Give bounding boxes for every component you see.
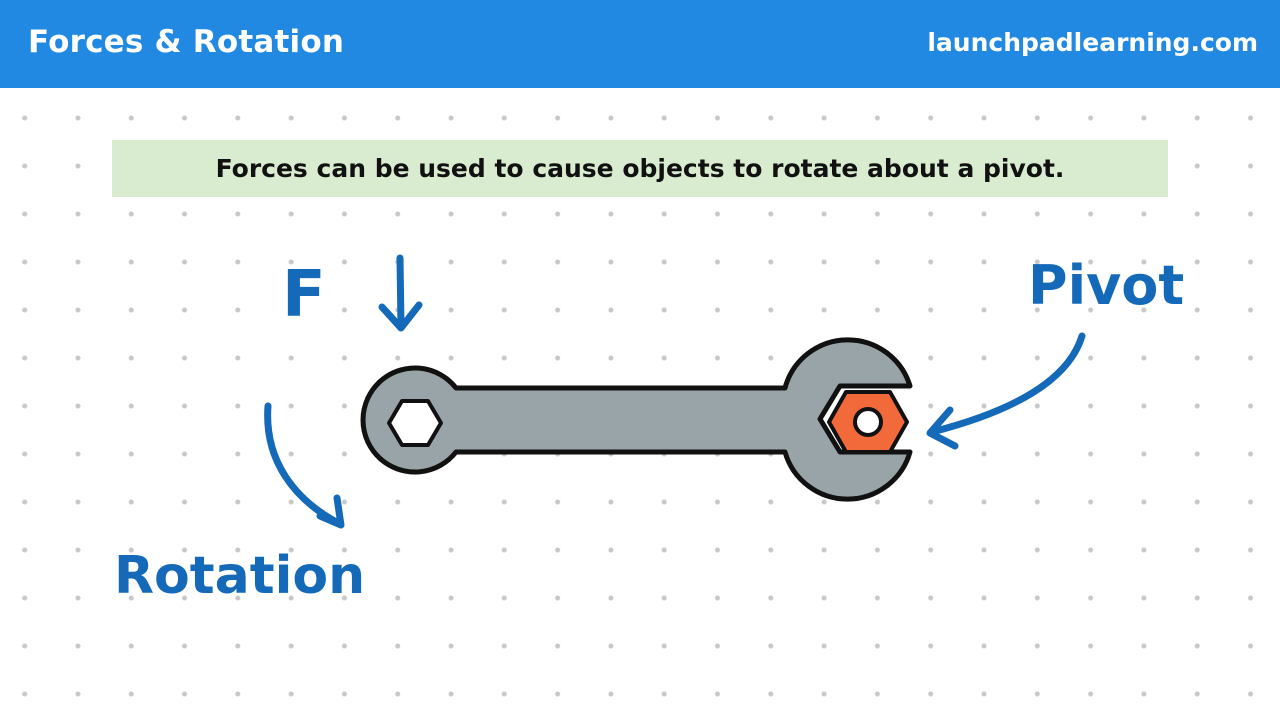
nut-hole bbox=[855, 409, 881, 435]
wrench bbox=[363, 340, 910, 499]
page-title: Forces & Rotation bbox=[28, 24, 345, 60]
pivot-label: Pivot bbox=[1028, 254, 1185, 317]
site-name: launchpadlearning.com bbox=[927, 28, 1258, 57]
force-arrow bbox=[382, 258, 419, 328]
statement-text: Forces can be used to cause objects to rotate about a pivot. bbox=[215, 154, 1065, 183]
rotation-label: Rotation bbox=[114, 546, 366, 606]
socket-hex bbox=[389, 401, 441, 445]
rotation-arrow bbox=[268, 406, 341, 525]
wrench-body bbox=[363, 340, 910, 499]
force-label: F bbox=[282, 258, 326, 332]
pivot-arrow bbox=[930, 336, 1082, 446]
